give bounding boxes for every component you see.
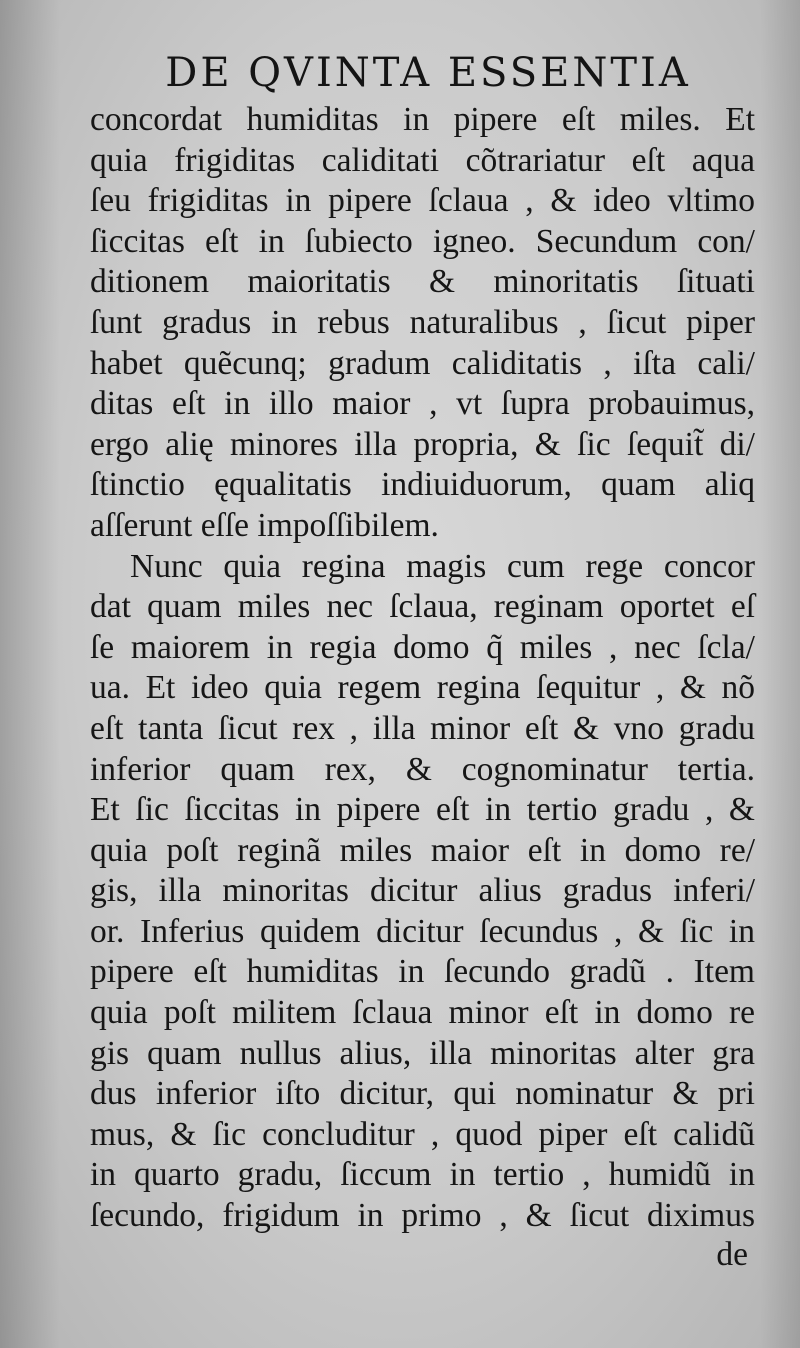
text-line: gis quam nullus alius, illa minoritas alter gra bbox=[90, 1034, 755, 1072]
text-line: habet quẽcunq; gradum caliditatis , iſta cali/ bbox=[90, 344, 755, 382]
text-line: ſiccitas eſt in ſubiecto igneo. Secundum con/ bbox=[90, 222, 755, 260]
catchword: de bbox=[716, 1236, 748, 1273]
text-line: quia frigiditas caliditati cõtrariatur eſt aqua bbox=[90, 141, 755, 179]
text-line: gis, illa minoritas dicitur alius gradus inferi/ bbox=[90, 872, 755, 910]
text-line: mus, & ſic concluditur , quod piper eſt calidũ bbox=[90, 1115, 755, 1153]
text-line: Et ſic ſiccitas in pipere eſt in tertio gradu , & bbox=[90, 791, 755, 829]
text-line: ſeu frigiditas in pipere ſclaua , & ideo vltimo bbox=[90, 182, 755, 220]
text-line: ſtinctio ęqualitatis indiuiduorum, quam aliq bbox=[90, 466, 755, 504]
text-line: or. Inferius quidem dicitur ſecundus , & ſic in bbox=[90, 912, 755, 950]
text-line: ditionem maioritatis & minoritatis ſituati bbox=[90, 263, 755, 301]
running-head: DE QVINTA ESSENTIA bbox=[165, 50, 691, 96]
text-line: dus inferior iſto dicitur, qui nominatur & pri bbox=[90, 1075, 755, 1113]
body-text bbox=[90, 100, 755, 1237]
text-line: ergo alię minores illa propria, & ſic ſequit̃ di/ bbox=[90, 425, 755, 463]
paragraph-end-line: aſſerunt eſſe impoſſibilem. bbox=[90, 506, 439, 544]
text-line: concordat humiditas in pipere eſt miles. Et bbox=[90, 101, 755, 138]
text-line: ſe maiorem in regia domo q̃ miles , nec ſcla/ bbox=[90, 628, 755, 666]
text-line: ſunt gradus in rebus naturalibus , ſicut piper bbox=[90, 303, 755, 341]
text-line: ditas eſt in illo maior , vt ſupra probauimus, bbox=[90, 385, 755, 423]
text-line: dat quam miles nec ſclaua, reginam oportet eſ bbox=[90, 588, 755, 626]
paragraph-start-line: Nunc quia regina magis cum rege concor bbox=[130, 547, 755, 585]
text-line: ua. Et ideo quia regem regina ſequitur , & nõ bbox=[90, 669, 755, 707]
text-line: ſecundo, frigidum in primo , & ſicut diximus bbox=[90, 1197, 755, 1235]
text-line: inferior quam rex, & cognominatur tertia. bbox=[90, 750, 755, 788]
text-line: pipere eſt humiditas in ſecundo gradũ . Item bbox=[90, 953, 755, 991]
text-line: in quarto gradu, ſiccum in tertio , humidũ in bbox=[90, 1156, 755, 1194]
text-line: quia poſt reginã miles maior eſt in domo re/ bbox=[90, 831, 755, 869]
text-line: eſt tanta ſicut rex , illa minor eſt & vno gradu bbox=[90, 709, 755, 747]
text-line: quia poſt militem ſclaua minor eſt in domo re bbox=[90, 994, 755, 1032]
